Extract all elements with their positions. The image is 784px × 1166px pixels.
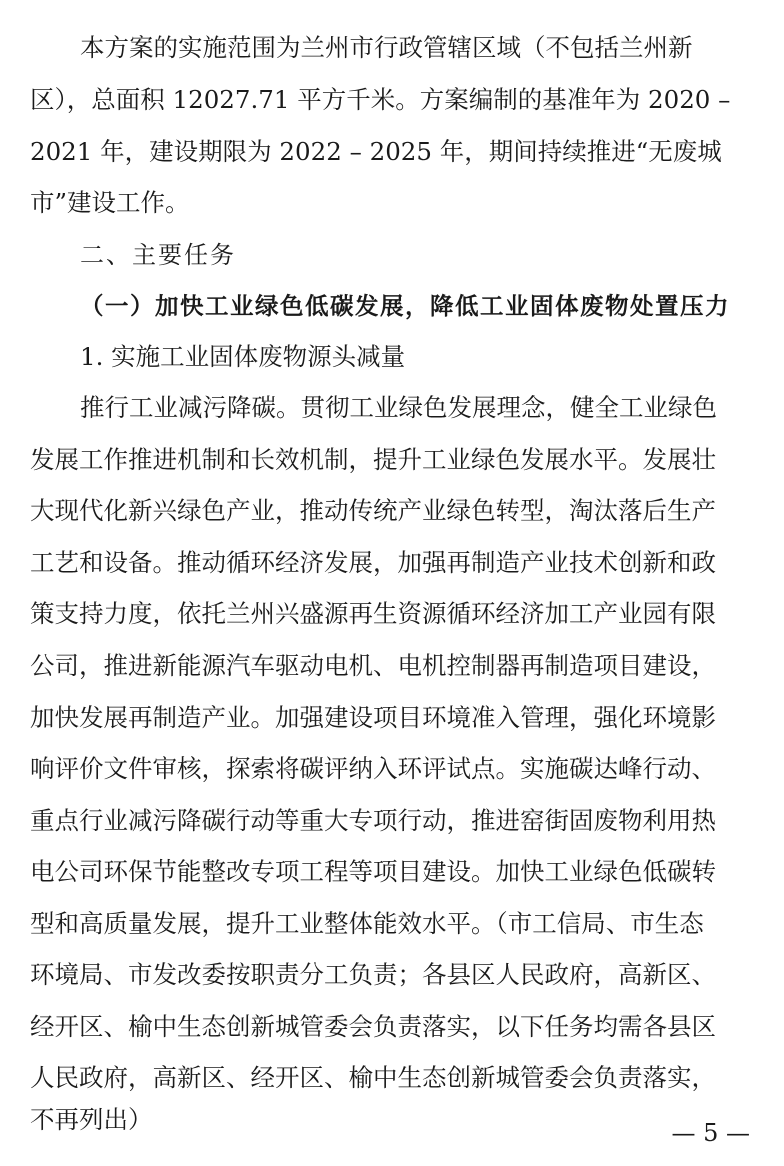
page-number: — 5 — [671,1119,750,1147]
body-line-1: 本方案的实施范围为兰州市行政管辖区域（不包括兰州新 [80,33,693,62]
body-line-12: 策支持力度，依托兰州兴盛源再生资源循环经济加工产业园有限 [30,599,716,628]
body-line-8: 推行工业减污降碳。贯彻工业绿色发展理念，健全工业绿色 [80,393,717,422]
body-line-21: 人民政府，高新区、经开区、榆中生态创新城管委会负责落实， [30,1063,716,1092]
body-line-16: 重点行业减污降碳行动等重大专项行动，推进窑街固废物利用热 [30,806,716,835]
body-line-14: 加快发展再制造产业。加强建设项目环境准入管理，强化环境影 [30,703,716,732]
body-line-17: 电公司环保节能整改专项工程等项目建设。加快工业绿色低碳转 [30,857,716,886]
section-heading: 二、主要任务 [80,241,236,269]
body-line-20: 经开区、榆中生态创新城管委会负责落实，以下任务均需各县区 [30,1012,716,1041]
body-line-19: 环境局、市发改委按职责分工负责；各县区人民政府，高新区、 [30,960,716,989]
body-line-3: 2021 年，建设期限为 2022 – 2025 年，期间持续推进“无废城 [30,137,722,166]
body-line-9: 发展工作推进机制和长效机制，提升工业绿色发展水平。发展壮 [30,445,716,474]
body-line-10: 大现代化新兴绿色产业，推动传统产业绿色转型，淘汰落后生产 [30,496,716,525]
body-line-22: 不再列出） [30,1105,153,1134]
body-line-18: 型和高质量发展，提升工业整体能效水平。（市工信局、市生态 [30,909,704,938]
body-line-13: 公司，推进新能源汽车驱动电机、电机控制器再制造项目建设， [30,651,716,680]
body-line-2: 区），总面积 12027.71 平方千米。方案编制的基准年为 2020 – [30,85,731,114]
body-line-15: 响评价文件审核，探索将碳评纳入环评试点。实施碳达峰行动、 [30,754,716,783]
body-line-11: 工艺和设备。推动循环经济发展，加强再制造产业技术创新和政 [30,548,716,577]
body-line-4: 市”建设工作。 [30,188,190,217]
item-heading: 1. 实施工业固体废物源头减量 [80,342,406,371]
subsection-heading: （一）加快工业绿色低碳发展，降低工业固体废物处置压力 [80,292,730,320]
